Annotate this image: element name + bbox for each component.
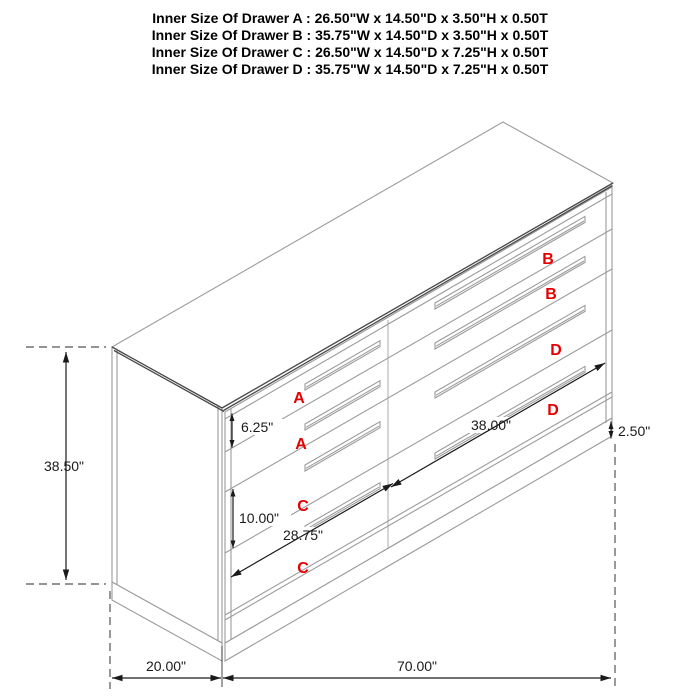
drawer-label-d2: D [547,402,559,419]
dim-label-overall-depth: 20.00" [145,658,187,674]
size-note-line-1: Inner Size Of Drawer A : 26.50"W x 14.50"D x 3.50"H x 0.50T [152,10,548,26]
size-note-line-3: Inner Size Of Drawer C : 26.50"W x 14.50"D x 7.25"H x 0.50T [151,44,549,60]
drawer-label-a1: A [293,390,305,407]
drawer-label-b2: B [545,286,557,303]
dim-label-left-bank-width: 28.75" [283,527,324,543]
dim-label-right-bank-width: 38.00" [471,417,512,433]
dim-label-base-height: 2.50" [618,423,651,439]
size-note-line-2: Inner Size Of Drawer B : 35.75"W x 14.50"D x 3.50"H x 0.50T [151,27,549,43]
dim-label-drawer-a-height: 6.25" [241,419,274,435]
dim-label-overall-width: 70.00" [396,658,438,674]
inner-size-note [152,10,549,77]
drawer-label-b1: B [542,251,554,268]
dim-label-overall-height: 38.50" [44,458,85,474]
drawer-label-c1: C [297,498,309,515]
drawer-label-a2: A [295,436,307,453]
dim-label-drawer-c-height: 10.00" [239,510,280,526]
dresser-drawing [112,122,613,661]
size-note-line-4: Inner Size Of Drawer D : 35.75"W x 14.50"D x 7.25"H x 0.50T [151,61,549,77]
drawer-label-d1: D [550,342,562,359]
drawer-label-c2: C [297,560,309,577]
